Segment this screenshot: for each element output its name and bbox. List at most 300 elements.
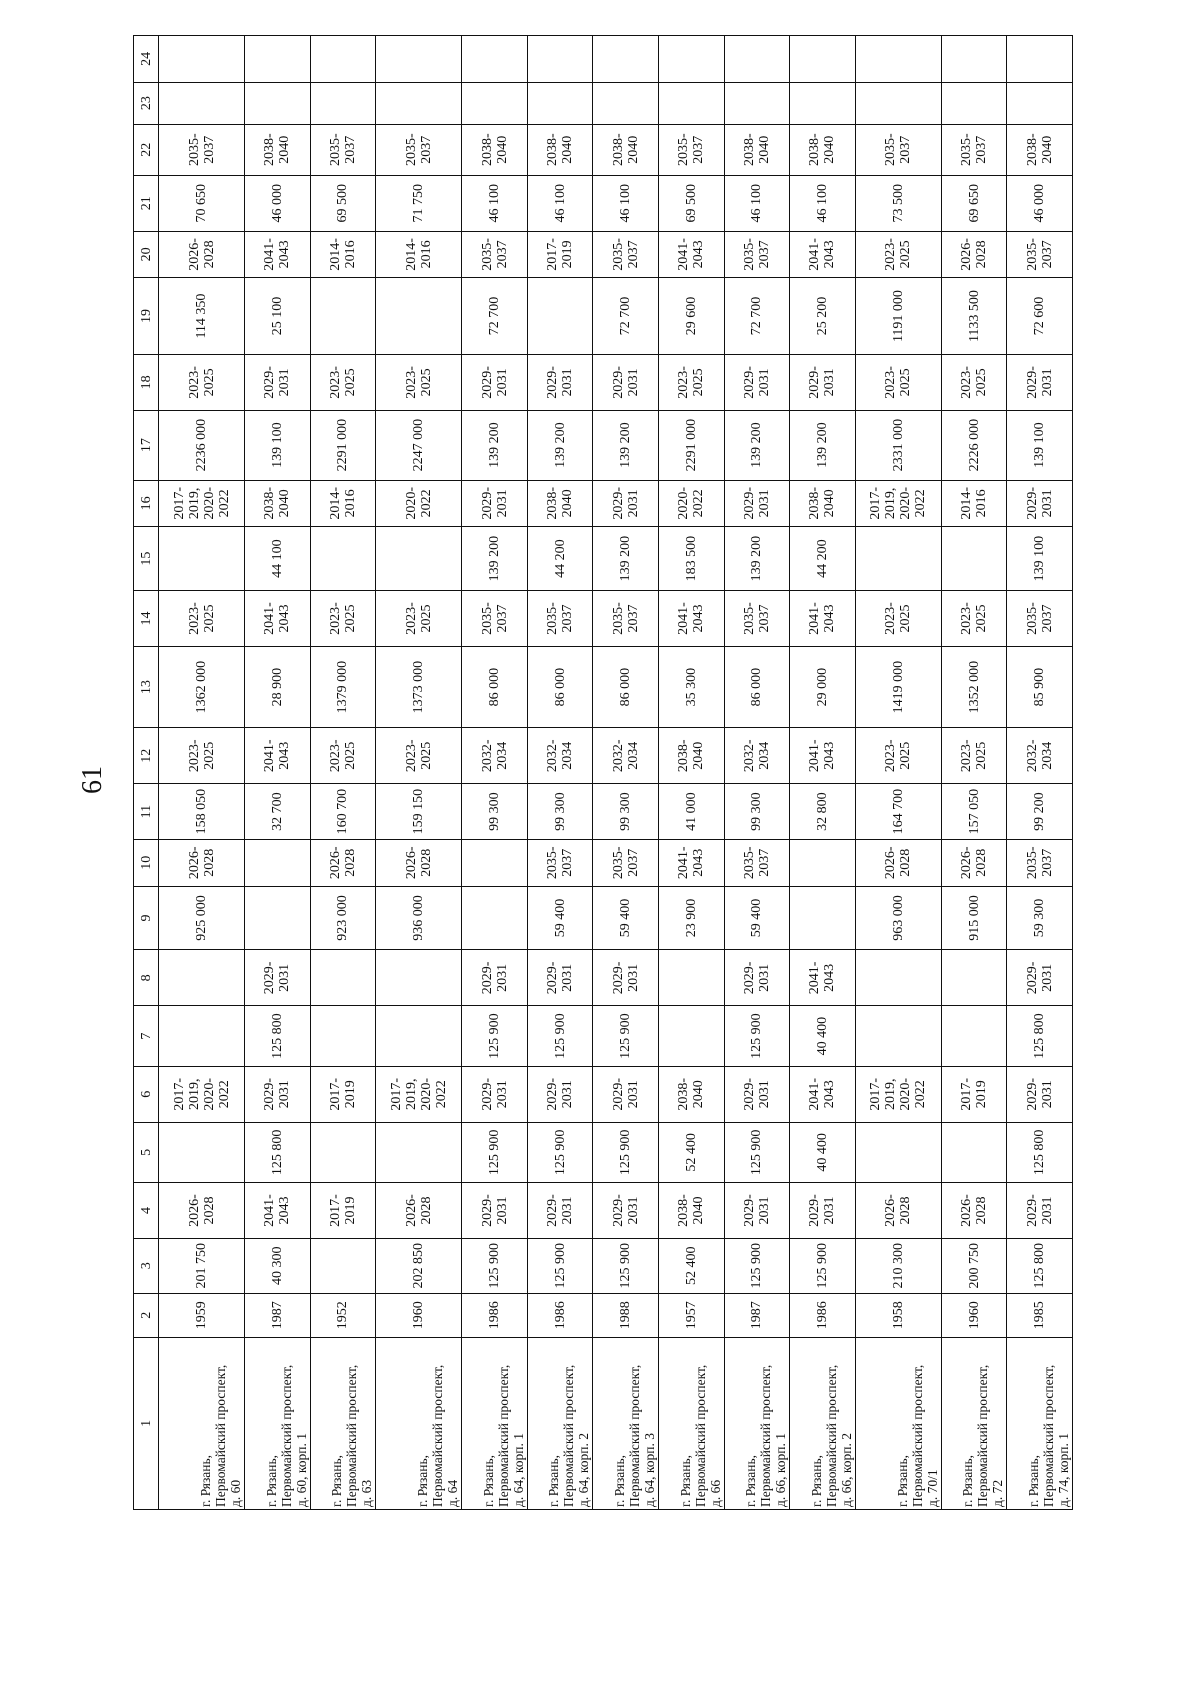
address-cell	[855, 1337, 941, 1509]
table-cell: 23 900	[659, 886, 725, 950]
table-cell: 158 050	[159, 784, 245, 840]
table-cell: 2029-2031	[1007, 354, 1073, 410]
table-cell: 2023-2025	[310, 591, 376, 647]
address-line: г. Рязань,	[263, 1454, 279, 1507]
table-cell: 2038-2040	[527, 124, 593, 175]
column-number: 5	[134, 1122, 159, 1182]
table-cell: 86 000	[527, 646, 593, 727]
address-line: д. 66	[707, 1479, 723, 1507]
table-cell: 1419 000	[855, 646, 941, 727]
address-line: д. 64, корп. 2	[576, 1433, 592, 1507]
table-row	[1007, 36, 1073, 1510]
column-number: 10	[134, 839, 159, 886]
table-cell: 59 300	[1007, 886, 1073, 950]
table-cell: 2029-2031	[462, 480, 528, 527]
table-cell: 925 000	[159, 886, 245, 950]
table-row	[593, 36, 659, 1510]
address-line: г. Рязань,	[198, 1454, 214, 1507]
table-cell	[462, 839, 528, 886]
table-cell: 2038-2040	[659, 728, 725, 784]
address-cell	[376, 1337, 462, 1509]
table-cell: 2038-2040	[790, 124, 856, 175]
table-cell: 69 500	[310, 175, 376, 231]
address-line: д. 74, корп. 1	[1056, 1433, 1071, 1507]
table-cell: 2020-2022	[376, 480, 462, 527]
table-cell: 2041-2043	[659, 591, 725, 647]
table-cell	[376, 36, 462, 83]
table-cell: 1960	[376, 1293, 462, 1337]
table-cell: 2035-2037	[724, 839, 790, 886]
table-cell: 2035-2037	[527, 839, 593, 886]
table-cell: 73 500	[855, 175, 941, 231]
table-cell: 2029-2031	[1007, 1183, 1073, 1239]
column-number: 24	[134, 36, 159, 83]
table-cell: 86 000	[724, 646, 790, 727]
table-cell: 1952	[310, 1293, 376, 1337]
table-row	[941, 36, 1007, 1510]
table-cell	[159, 950, 245, 1006]
address-cell	[593, 1337, 659, 1509]
table-cell	[376, 527, 462, 591]
address-line: Первомайский проспект,	[1041, 1364, 1056, 1507]
table-cell	[724, 82, 790, 124]
column-number: 17	[134, 410, 159, 480]
table-cell: 157 050	[941, 784, 1007, 840]
address-line: г. Рязань,	[894, 1454, 910, 1507]
table-cell: 2029-2031	[462, 354, 528, 410]
table-cell: 936 000	[376, 886, 462, 950]
table-cell: 2041-2043	[790, 591, 856, 647]
table-cell	[1007, 82, 1073, 124]
table-cell	[790, 82, 856, 124]
table-cell: 2032-2034	[462, 728, 528, 784]
table-cell: 2029-2031	[527, 950, 593, 1006]
address-line: д. 66, корп. 1	[773, 1433, 789, 1507]
table-cell: 2029-2031	[245, 950, 311, 1006]
table-cell: 2041-2043	[790, 1066, 856, 1122]
table-row	[376, 36, 462, 1510]
table-cell	[941, 1122, 1007, 1182]
address-line: д. 60, корп. 1	[293, 1433, 309, 1507]
address-line: Первомайский проспект,	[692, 1364, 708, 1507]
table-cell: 32 800	[790, 784, 856, 840]
table-cell: 2014-2016	[941, 480, 1007, 527]
address-cell	[1007, 1337, 1073, 1509]
table-cell	[376, 950, 462, 1006]
table-cell	[527, 82, 593, 124]
table-cell: 2032-2034	[593, 728, 659, 784]
table-cell: 99 300	[527, 784, 593, 840]
table-cell: 40 400	[790, 1122, 856, 1182]
address-line: г. Рязань,	[1026, 1454, 1041, 1507]
table-cell: 32 700	[245, 784, 311, 840]
address-line: д. 66, корп. 2	[838, 1433, 854, 1507]
table-cell: 2038-2040	[593, 124, 659, 175]
table-cell: 2038-2040	[790, 480, 856, 527]
address-line: г. Рязань,	[808, 1454, 824, 1507]
table-cell: 2029-2031	[1007, 480, 1073, 527]
table-cell	[462, 36, 528, 83]
table-row	[245, 36, 311, 1510]
table-cell: 1133 500	[941, 278, 1007, 355]
table-cell	[376, 278, 462, 355]
table-cell: 2029-2031	[790, 1183, 856, 1239]
table-cell: 1379 000	[310, 646, 376, 727]
table-cell: 2291 000	[310, 410, 376, 480]
table-cell: 2041-2043	[659, 839, 725, 886]
table-cell: 2035-2037	[1007, 231, 1073, 278]
table-cell: 52 400	[659, 1122, 725, 1182]
table-cell: 2041-2043	[245, 231, 311, 278]
address-line: д. 64	[445, 1479, 461, 1507]
table-cell: 915 000	[941, 886, 1007, 950]
table-cell: 2029-2031	[462, 1066, 528, 1122]
table-cell: 2041-2043	[790, 950, 856, 1006]
table-cell: 160 700	[310, 784, 376, 840]
table-cell: 1352 000	[941, 646, 1007, 727]
table-cell: 2041-2043	[245, 591, 311, 647]
table-cell: 2023-2025	[159, 591, 245, 647]
column-number: 8	[134, 950, 159, 1006]
table-cell: 25 200	[790, 278, 856, 355]
table-cell: 46 100	[790, 175, 856, 231]
table-cell: 125 900	[527, 1006, 593, 1066]
address-cell	[941, 1337, 1007, 1509]
table-cell: 72 600	[1007, 278, 1073, 355]
table-cell: 2026-2028	[310, 839, 376, 886]
column-number: 7	[134, 1006, 159, 1066]
table-cell: 2038-2040	[1007, 124, 1073, 175]
table-cell: 2041-2043	[245, 728, 311, 784]
table-cell	[941, 36, 1007, 83]
table-cell: 159 150	[376, 784, 462, 840]
table-cell: 1362 000	[159, 646, 245, 727]
address-line: д. 63	[359, 1479, 375, 1507]
table-cell: 2023-2025	[376, 354, 462, 410]
table-cell	[659, 950, 725, 1006]
table-cell	[593, 82, 659, 124]
table-cell: 46 000	[1007, 175, 1073, 231]
table-row	[527, 36, 593, 1510]
table-cell	[159, 1006, 245, 1066]
table-cell	[941, 82, 1007, 124]
table-cell: 2029-2031	[593, 1066, 659, 1122]
table-cell: 71 750	[376, 175, 462, 231]
table-cell: 46 100	[462, 175, 528, 231]
rotated-table-container	[133, 35, 1073, 1510]
table-cell: 125 800	[1007, 1006, 1073, 1066]
table-cell	[310, 950, 376, 1006]
table-cell: 72 700	[593, 278, 659, 355]
table-cell: 46 100	[527, 175, 593, 231]
address-line: Первомайский проспект,	[278, 1364, 294, 1507]
table-cell: 52 400	[659, 1238, 725, 1293]
column-number: 16	[134, 480, 159, 527]
table-cell: 139 200	[724, 410, 790, 480]
table-cell: 2023-2025	[376, 728, 462, 784]
table-cell	[310, 1238, 376, 1293]
table-cell: 2023-2025	[159, 728, 245, 784]
table-cell: 2291 000	[659, 410, 725, 480]
address-line: г. Рязань,	[743, 1454, 759, 1507]
table-cell: 114 350	[159, 278, 245, 355]
table-cell	[855, 82, 941, 124]
table-cell: 139 200	[593, 410, 659, 480]
table-cell: 2029-2031	[724, 1066, 790, 1122]
column-number-row	[134, 36, 159, 1510]
table-cell: 59 400	[593, 886, 659, 950]
table-cell: 2029-2031	[527, 354, 593, 410]
table-cell	[724, 36, 790, 83]
table-cell: 2017-2019, 2020-2022	[159, 480, 245, 527]
table-cell: 70 650	[159, 175, 245, 231]
table-cell	[245, 82, 311, 124]
table-cell: 69 650	[941, 175, 1007, 231]
address-line: д. 70/1	[924, 1469, 940, 1507]
table-cell	[855, 36, 941, 83]
column-number: 12	[134, 728, 159, 784]
table-cell: 2035-2037	[941, 124, 1007, 175]
table-cell	[941, 1006, 1007, 1066]
table-cell: 125 900	[593, 1006, 659, 1066]
address-line: Первомайский проспект,	[213, 1364, 229, 1507]
table-cell: 2029-2031	[462, 950, 528, 1006]
table-cell: 1957	[659, 1293, 725, 1337]
table-cell: 2029-2031	[1007, 950, 1073, 1006]
address-line: Первомайский проспект,	[627, 1364, 643, 1507]
table-cell: 2035-2037	[462, 591, 528, 647]
table-cell: 1191 000	[855, 278, 941, 355]
column-number: 23	[134, 82, 159, 124]
table-cell: 2026-2028	[159, 231, 245, 278]
table-cell: 2020-2022	[659, 480, 725, 527]
table-cell	[462, 886, 528, 950]
table-cell: 139 200	[593, 527, 659, 591]
table-cell: 200 750	[941, 1238, 1007, 1293]
table-cell: 2038-2040	[527, 480, 593, 527]
table-cell: 2029-2031	[724, 354, 790, 410]
table-row	[462, 36, 528, 1510]
column-number: 3	[134, 1238, 159, 1293]
table-cell: 2029-2031	[724, 950, 790, 1006]
table-cell	[462, 82, 528, 124]
table-cell: 2017-2019	[941, 1066, 1007, 1122]
table-row	[724, 36, 790, 1510]
table-cell: 2029-2031	[593, 480, 659, 527]
table-cell: 2035-2037	[659, 124, 725, 175]
table-row	[159, 36, 245, 1510]
table-cell: 2035-2037	[1007, 591, 1073, 647]
table-cell: 1988	[593, 1293, 659, 1337]
table-cell: 28 900	[245, 646, 311, 727]
table-cell: 1958	[855, 1293, 941, 1337]
page-number: 61	[77, 766, 108, 794]
address-line: г. Рязань,	[546, 1454, 562, 1507]
table-cell: 69 500	[659, 175, 725, 231]
table-cell	[1007, 36, 1073, 83]
table-cell: 99 300	[593, 784, 659, 840]
table-cell	[159, 527, 245, 591]
address-line: Первомайский проспект,	[975, 1364, 991, 1507]
table-cell: 2029-2031	[1007, 1066, 1073, 1122]
column-number: 11	[134, 784, 159, 840]
table-cell: 125 900	[790, 1238, 856, 1293]
table-cell: 139 100	[245, 410, 311, 480]
table-cell: 2023-2025	[310, 728, 376, 784]
table-cell: 2014-2016	[310, 480, 376, 527]
table-cell: 86 000	[462, 646, 528, 727]
table-cell: 2038-2040	[724, 124, 790, 175]
table-cell: 139 100	[1007, 527, 1073, 591]
table-cell: 139 200	[527, 410, 593, 480]
column-number: 19	[134, 278, 159, 355]
address-cell	[310, 1337, 376, 1509]
table-cell	[310, 36, 376, 83]
table-row	[659, 36, 725, 1510]
table-cell: 40 300	[245, 1238, 311, 1293]
table-cell: 85 900	[1007, 646, 1073, 727]
table-cell	[527, 278, 593, 355]
table-cell: 2041-2043	[245, 1183, 311, 1239]
table-cell	[855, 527, 941, 591]
table-cell: 99 300	[462, 784, 528, 840]
address-line: г. Рязань,	[960, 1454, 976, 1507]
table-cell: 125 900	[593, 1122, 659, 1182]
address-line: Первомайский проспект,	[758, 1364, 774, 1507]
table-cell	[376, 1122, 462, 1182]
table-cell: 2026-2028	[159, 839, 245, 886]
table-cell: 2038-2040	[462, 124, 528, 175]
table-cell: 1960	[941, 1293, 1007, 1337]
table-cell: 1986	[527, 1293, 593, 1337]
table-cell: 125 900	[527, 1238, 593, 1293]
table-cell: 35 300	[659, 646, 725, 727]
table-cell: 2026-2028	[855, 1183, 941, 1239]
address-line: г. Рязань,	[677, 1454, 693, 1507]
table-cell: 44 200	[790, 527, 856, 591]
table-cell: 44 200	[527, 527, 593, 591]
table-cell: 2029-2031	[527, 1183, 593, 1239]
table-cell: 2026-2028	[159, 1183, 245, 1239]
table-cell: 2023-2025	[310, 354, 376, 410]
table-cell: 72 700	[724, 278, 790, 355]
table-cell: 99 300	[724, 784, 790, 840]
table-cell: 2029-2031	[790, 354, 856, 410]
column-number: 2	[134, 1293, 159, 1337]
table-cell: 2236 000	[159, 410, 245, 480]
table-cell: 164 700	[855, 784, 941, 840]
table-cell: 1985	[1007, 1293, 1073, 1337]
table-cell: 44 100	[245, 527, 311, 591]
table-cell: 2035-2037	[724, 591, 790, 647]
table-cell: 2035-2037	[310, 124, 376, 175]
table-cell: 2023-2025	[855, 728, 941, 784]
table-cell: 2032-2034	[527, 728, 593, 784]
table-cell: 125 900	[462, 1238, 528, 1293]
table-cell: 25 100	[245, 278, 311, 355]
address-line: д. 72	[990, 1479, 1006, 1507]
table-cell: 46 100	[593, 175, 659, 231]
table-cell: 2038-2040	[659, 1066, 725, 1122]
address-line: г. Рязань,	[612, 1454, 628, 1507]
address-line: Первомайский проспект,	[430, 1364, 446, 1507]
address-cell	[724, 1337, 790, 1509]
table-cell: 2023-2025	[941, 354, 1007, 410]
table-cell: 2023-2025	[159, 354, 245, 410]
table-cell	[659, 36, 725, 83]
table-cell: 86 000	[593, 646, 659, 727]
table-cell: 2035-2037	[855, 124, 941, 175]
table-cell	[310, 527, 376, 591]
table-cell: 2023-2025	[855, 231, 941, 278]
table-cell: 125 900	[593, 1238, 659, 1293]
address-line: д. 64, корп. 3	[642, 1433, 658, 1507]
table-cell: 2029-2031	[724, 480, 790, 527]
table-cell: 2041-2043	[790, 728, 856, 784]
address-line: г. Рязань,	[329, 1454, 345, 1507]
column-number: 9	[134, 886, 159, 950]
table-cell: 59 400	[527, 886, 593, 950]
table-cell: 2041-2043	[659, 231, 725, 278]
table-cell: 2026-2028	[855, 839, 941, 886]
table-cell: 2026-2028	[376, 1183, 462, 1239]
table-cell: 963 000	[855, 886, 941, 950]
address-line: Первомайский проспект,	[495, 1364, 511, 1507]
table-cell: 2035-2037	[159, 124, 245, 175]
table-cell: 1373 000	[376, 646, 462, 727]
table-cell: 2017-2019, 2020-2022	[159, 1066, 245, 1122]
table-cell: 1959	[159, 1293, 245, 1337]
table-cell	[790, 36, 856, 83]
table-cell: 2035-2037	[462, 231, 528, 278]
table-cell: 40 400	[790, 1006, 856, 1066]
table-cell: 125 800	[245, 1006, 311, 1066]
table-cell	[659, 1006, 725, 1066]
table-cell: 2038-2040	[659, 1183, 725, 1239]
table-cell: 2023-2025	[855, 591, 941, 647]
table-cell: 2029-2031	[593, 354, 659, 410]
table-cell	[310, 1122, 376, 1182]
table-cell: 99 200	[1007, 784, 1073, 840]
table-cell	[310, 1006, 376, 1066]
table-cell: 2023-2025	[376, 591, 462, 647]
table-cell: 125 900	[724, 1006, 790, 1066]
table-row	[310, 36, 376, 1510]
address-cell	[527, 1337, 593, 1509]
table-cell: 2014-2016	[310, 231, 376, 278]
table-cell: 2035-2037	[1007, 839, 1073, 886]
table-cell: 201 750	[159, 1238, 245, 1293]
table-cell: 2029-2031	[593, 950, 659, 1006]
table-cell: 2026-2028	[941, 1183, 1007, 1239]
table-cell: 125 900	[462, 1006, 528, 1066]
address-cell	[462, 1337, 528, 1509]
table-cell: 29 000	[790, 646, 856, 727]
table-cell	[790, 886, 856, 950]
table-cell	[159, 82, 245, 124]
table-cell	[310, 82, 376, 124]
table-cell: 2026-2028	[376, 839, 462, 886]
table-cell: 2032-2034	[724, 728, 790, 784]
table-cell: 125 800	[245, 1122, 311, 1182]
table-cell: 2014-2016	[376, 231, 462, 278]
table-cell: 2023-2025	[941, 728, 1007, 784]
address-line: д. 60	[228, 1479, 244, 1507]
address-line: г. Рязань,	[415, 1454, 431, 1507]
table-cell: 125 900	[724, 1122, 790, 1182]
address-cell	[159, 1337, 245, 1509]
table-cell: 125 800	[1007, 1122, 1073, 1182]
